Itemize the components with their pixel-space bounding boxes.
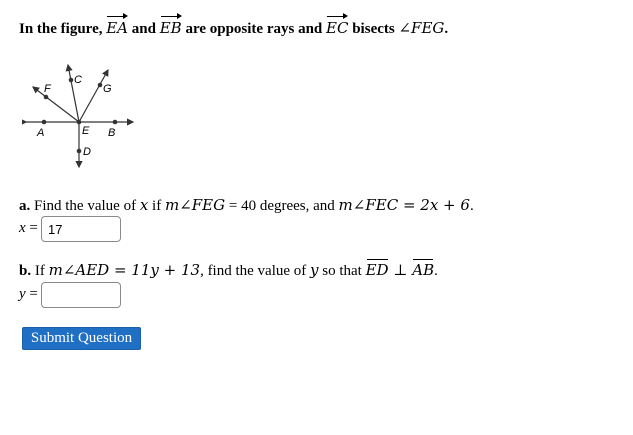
answer-y-eq: = [25, 286, 38, 302]
part-a-text4: . [469, 198, 474, 214]
part-a-expr1: m∠FEG [164, 196, 226, 214]
ray-ef [33, 87, 79, 122]
ray-eg [79, 70, 108, 122]
prompt-and: and [128, 21, 160, 37]
part-b-expr1: m∠AED = 11y + 13 [48, 261, 201, 279]
label-a: A [37, 127, 45, 139]
label-g: G [103, 83, 112, 95]
point-c [69, 78, 74, 83]
question-prompt [19, 19, 448, 38]
point-a [42, 120, 47, 125]
ray-ec: EC [326, 19, 349, 37]
label-b: B [108, 127, 116, 139]
prompt-mid: are opposite rays and [181, 21, 327, 37]
part-b-var: y [310, 261, 319, 279]
part-a-text1: Find the value of [30, 198, 140, 214]
part-b-letter: b. [19, 263, 32, 279]
answer-y-var: y [19, 286, 26, 302]
angle-feg: ∠FEG [398, 19, 445, 37]
label-d: D [83, 146, 91, 158]
prompt-bisects: bisects [348, 21, 399, 37]
part-b-text1: If [31, 263, 49, 279]
label-c: C [74, 74, 82, 86]
submit-question-button[interactable]: Submit Question [22, 327, 141, 350]
point-d [77, 149, 82, 154]
part-a-letter: a. [19, 198, 31, 214]
part-a-text3: = 40 degrees, and [225, 198, 339, 214]
geometry-figure [22, 60, 137, 172]
part-a-expr2: m∠FEC = 2x + 6 [338, 196, 470, 214]
part-b-text2: , find the value of [200, 263, 311, 279]
part-a-question [19, 196, 474, 215]
segment-ab: AB [412, 261, 435, 279]
answer-x-label [19, 220, 38, 237]
perp-symbol: ⊥ [388, 261, 413, 279]
part-b-question [19, 261, 438, 280]
segment-ed: ED [365, 261, 389, 279]
point-f [44, 95, 49, 100]
answer-x-var: x [19, 220, 26, 236]
part-b-text3: so that [318, 263, 366, 279]
answer-y-input[interactable] [41, 282, 121, 308]
label-f: F [44, 83, 51, 95]
part-a-text2: if [148, 198, 165, 214]
ray-ea: EA [106, 19, 129, 37]
point-b [113, 120, 118, 125]
prompt-end: . [444, 21, 449, 37]
answer-x-input[interactable] [41, 216, 121, 242]
answer-x-eq: = [25, 220, 38, 236]
point-e [77, 120, 82, 125]
part-a-var: x [139, 196, 149, 214]
part-b-text4: . [434, 263, 438, 279]
point-g [98, 83, 103, 88]
prompt-intro: In the figure, [19, 21, 107, 37]
ray-eb: EB [159, 19, 182, 37]
answer-y-label [19, 286, 38, 303]
label-e: E [82, 125, 90, 137]
